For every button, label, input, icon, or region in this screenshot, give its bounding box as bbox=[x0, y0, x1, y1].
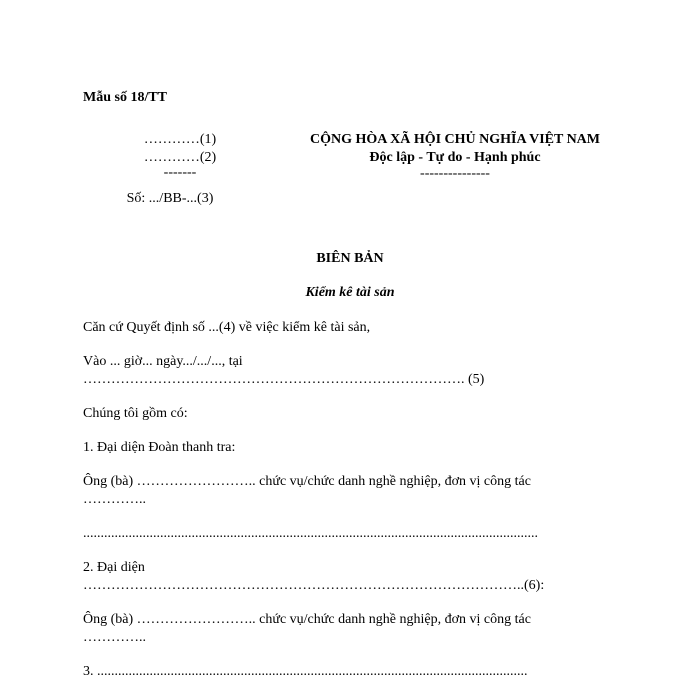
section2-person-dots: ………….. bbox=[83, 630, 146, 645]
document-subtitle: Kiểm kê tài sản bbox=[305, 285, 395, 300]
section1-person-dots: ………….. bbox=[83, 492, 146, 507]
section1-heading: 1. Đại diện Đoàn thanh tra: bbox=[83, 440, 236, 455]
document-title: BIÊN BẢN bbox=[316, 251, 384, 266]
agency-divider: ------- bbox=[163, 165, 197, 180]
section2-dots-line: …………………………………………………………………………………..(6): bbox=[83, 578, 545, 593]
agency-line-2: …………(2) bbox=[143, 150, 217, 165]
basis-line: Căn cứ Quyết định số ...(4) về việc kiểm kê tài sản, bbox=[83, 320, 371, 335]
section2-heading: 2. Đại diện bbox=[83, 560, 145, 575]
participants-intro: Chúng tôi gồm có: bbox=[83, 406, 188, 421]
document-number: Số: .../BB-...(3) bbox=[126, 191, 214, 206]
section1-extra-dots: .................................................................................................................................. bbox=[83, 526, 538, 541]
place-dots-line: ………………………………………………………………………. (5) bbox=[83, 372, 485, 387]
agency-line-1: …………(1) bbox=[143, 132, 217, 147]
section3-line: 3. ........................................................................................................................... bbox=[83, 664, 528, 679]
time-place-line: Vào ... giờ... ngày.../.../..., tại bbox=[83, 354, 243, 369]
section2-person-line: Ông (bà) …………………….. chức vụ/chức danh nghề nghiệp, đơn vị công tác bbox=[83, 612, 531, 627]
national-title: CỘNG HÒA XÃ HỘI CHỦ NGHĨA VIỆT NAM bbox=[309, 132, 600, 147]
national-motto: Độc lập - Tự do - Hạnh phúc bbox=[369, 150, 541, 165]
form-code: Mẫu số 18/TT bbox=[83, 90, 168, 105]
motto-divider: --------------- bbox=[420, 166, 490, 181]
section1-person-line: Ông (bà) …………………….. chức vụ/chức danh nghề nghiệp, đơn vị công tác bbox=[83, 474, 531, 489]
